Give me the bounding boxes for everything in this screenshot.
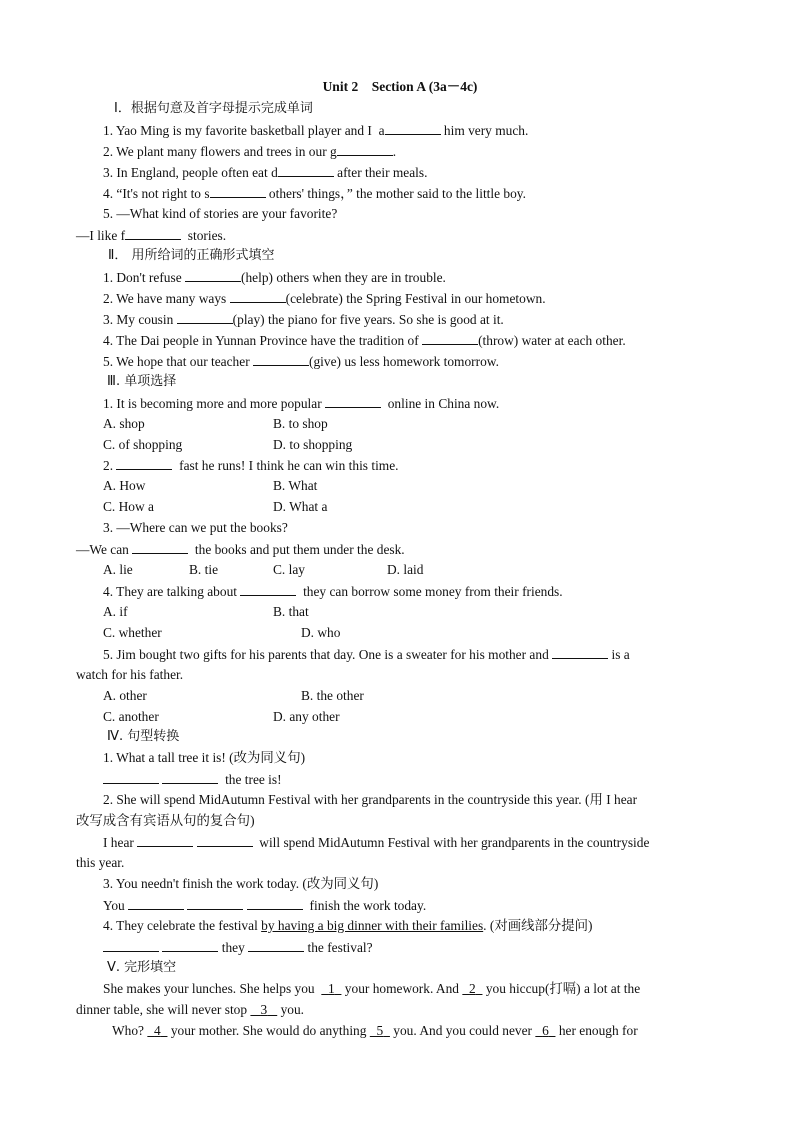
s3-question-3: 3. —Where can we put the books? [103, 520, 288, 535]
s2-question-1: 1. Don't refuse (help) others when they are in trouble. [103, 270, 446, 285]
section-1-heading: Ⅰ．根据句意及首字母提示完成单词 [114, 101, 313, 116]
s3-q1-option-d: D. to shopping [273, 437, 353, 452]
s3-q1-option-b: B. to shop [273, 416, 328, 431]
s4-question-3-answer: You finish the work today. [103, 898, 427, 913]
s2-question-2: 2. We have many ways (celebrate) the Spring Festival in our hometown. [103, 291, 546, 306]
s3-q5-option-a: A. other [103, 688, 147, 703]
s1-question-5-answer: —I like f stories. [76, 228, 227, 243]
cloze-line-3: Who? 4 your mother. She would do anything 5 you. And you could never 6 her enough for [112, 1023, 638, 1038]
s1-question-5: 5. —What kind of stories are your favorite? [103, 206, 338, 221]
s2-question-5: 5. We hope that our teacher (give) us less homework tomorrow. [103, 354, 499, 369]
s1-question-4: 4. “It's not right to s others' things，” the mother said to the little boy. [103, 186, 526, 201]
s3-q1-option-a: A. shop [103, 416, 145, 431]
s3-question-5-line-2: watch for his father. [76, 667, 184, 682]
s3-question-4: 4. They are talking about they can borrow some money from their friends. [103, 584, 563, 599]
s2-question-4: 4. The Dai people in Yunnan Province have the tradition of (throw) water at each other. [103, 333, 626, 348]
s1-question-2: 2. We plant many flowers and trees in our g . [103, 144, 397, 159]
s3-q5-option-b: B. the other [301, 688, 364, 703]
s4-question-4: 4. They celebrate the festival by having a big dinner with their families. (对画线部分提问) [103, 918, 593, 933]
s3-q3-option-a: A. lie [103, 562, 133, 577]
s3-q4-option-a: A. if [103, 604, 128, 619]
cloze-line-1: She makes your lunches. She helps you 1 your homework. And 2 you hiccup(打嗝) a lot at the [103, 981, 641, 996]
s3-q5-option-c: C. another [103, 709, 159, 724]
s3-q5-option-d: D. any other [273, 709, 340, 724]
s3-q3-option-b: B. tie [189, 562, 219, 577]
s3-q3-option-d: D. laid [387, 562, 424, 577]
section-2-heading: Ⅱ． 用所给词的正确形式填空 [108, 248, 275, 263]
s1-question-1: 1. Yao Ming is my favorite basketball player and I a him very much. [103, 123, 529, 138]
section-4-heading: Ⅳ. 句型转换 [107, 729, 180, 744]
s4-question-2-answer: I hear will spend MidAutumn Festival with her grandparents in the countryside [103, 835, 650, 850]
s4-question-1-answer: the tree is! [103, 771, 751, 788]
s1-question-3: 3. In England, people often eat d after their meals. [103, 165, 428, 180]
s3-q2-option-c: C. How a [103, 499, 154, 514]
page-title: Unit 2 Section A (3a－4c) [322, 79, 478, 94]
s3-q2-option-a: A. How [103, 478, 146, 493]
s3-q2-option-d: D. What a [273, 499, 328, 514]
section-3-heading: Ⅲ. 单项选择 [107, 374, 177, 389]
s4-question-3: 3. You needn't finish the work today. (改为同义句) [103, 876, 379, 891]
s4-question-2-answer-line-2: this year. [76, 855, 125, 870]
s3-q4-option-b: B. that [273, 604, 309, 619]
s4-question-4-answer: they the festival? [103, 939, 751, 956]
cloze-line-2: dinner table, she will never stop 3 you. [76, 1002, 305, 1017]
s2-question-3: 3. My cousin (play) the piano for five years. So she is good at it. [103, 312, 504, 327]
s3-q4-option-c: C. whether [103, 625, 162, 640]
s4-question-2-line-2: 改写成含有宾语从句的复合句) [76, 813, 255, 828]
s3-q2-option-b: B. What [273, 478, 318, 493]
s3-question-5: 5. Jim bought two gifts for his parents that day. One is a sweater for his mother and is a [103, 647, 630, 662]
s3-question-2: 2. fast he runs! I think he can win this time. [103, 458, 399, 473]
s3-question-1: 1. It is becoming more and more popular online in China now. [103, 396, 500, 411]
s3-q4-option-d: D. who [301, 625, 341, 640]
s3-q3-option-c: C. lay [273, 562, 305, 577]
s3-q1-option-c: C. of shopping [103, 437, 183, 452]
s4-question-2: 2. She will spend MidAutumn Festival with her grandparents in the countryside this year. (用 I hear [103, 792, 638, 807]
s4-question-1: 1. What a tall tree it is! (改为同义句) [103, 750, 306, 765]
section-5-heading: Ⅴ. 完形填空 [107, 960, 177, 975]
s3-question-3-line-2: —We can the books and put them under the desk. [76, 542, 405, 557]
